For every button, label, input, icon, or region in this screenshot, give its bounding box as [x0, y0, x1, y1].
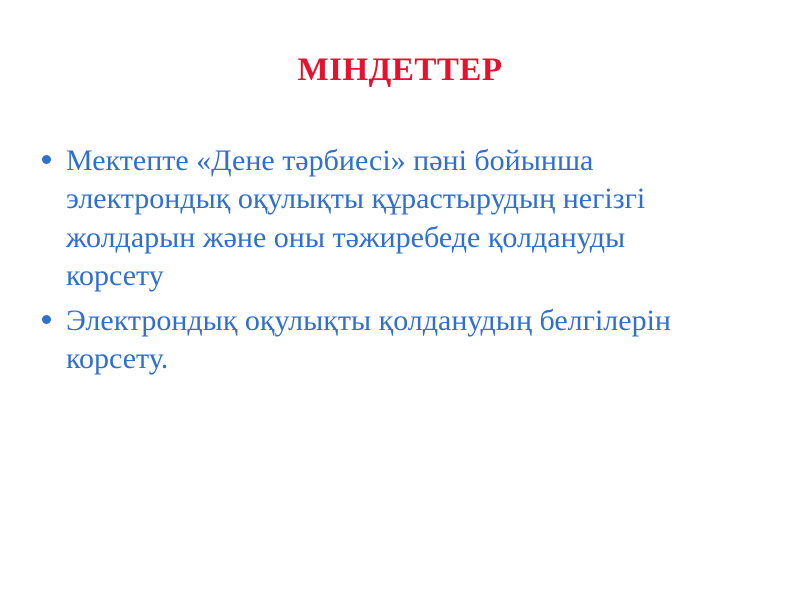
bullet-dot-icon	[42, 315, 51, 324]
bullet-dot-icon	[42, 155, 51, 164]
list-item	[36, 142, 760, 296]
bullet-list	[36, 142, 760, 384]
list-item-text: Мектепте «Дене тәрбиесі» пәні бойынша электрондық оқулықты құрастырудың негізгі жолдарын және оны тәжиребеде қолдануды корсету	[66, 144, 646, 293]
list-item	[36, 302, 760, 379]
page-title: МІНДЕТТЕР	[297, 52, 503, 88]
list-item-text: Электрондық оқулықты қолданудың белгілерін корсету.	[66, 303, 671, 375]
